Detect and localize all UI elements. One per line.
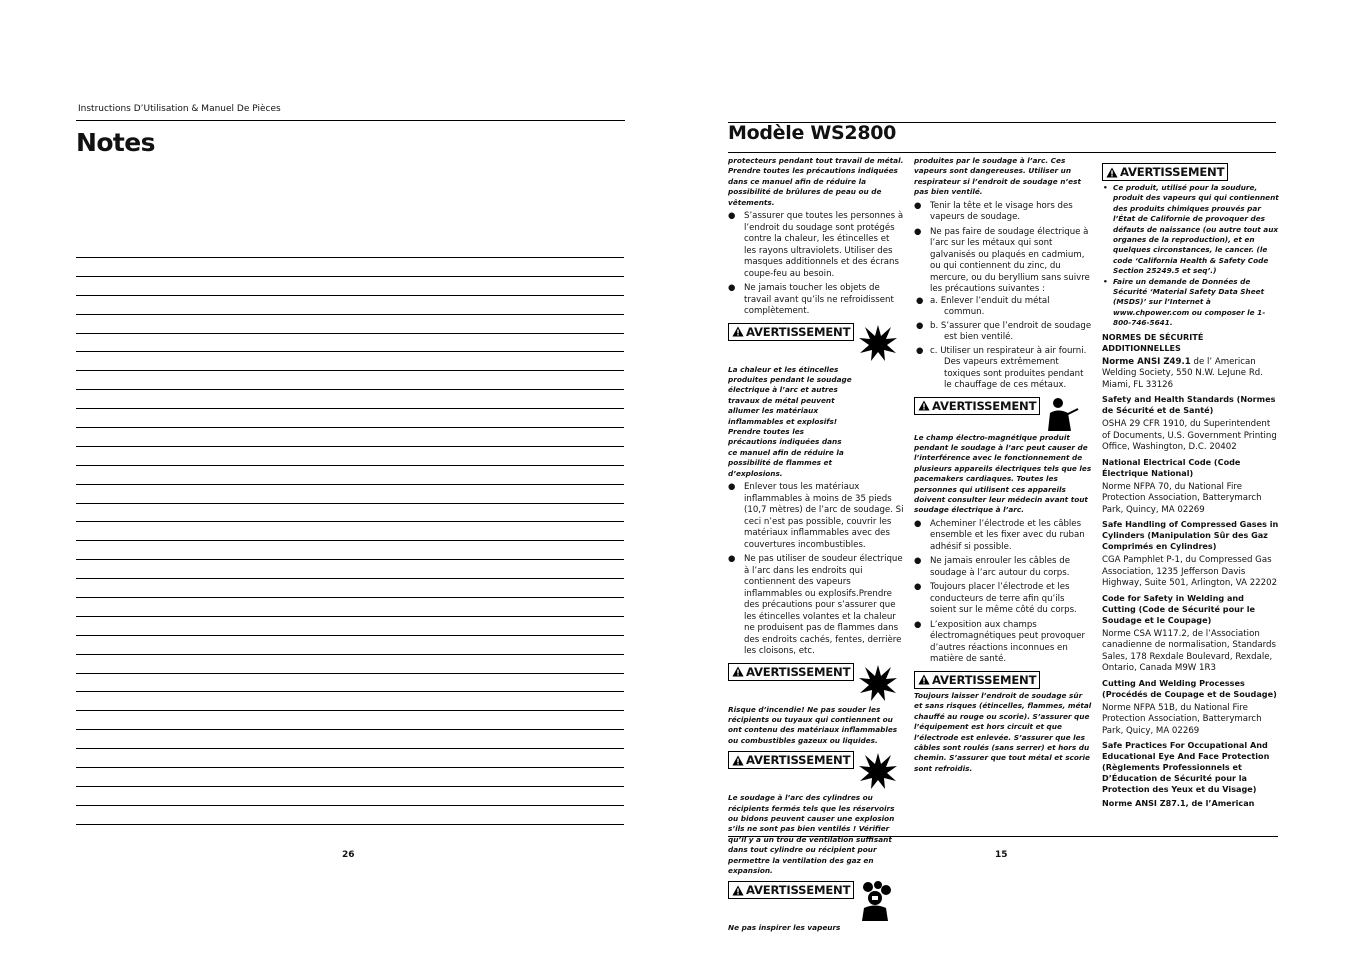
sub-item: ● c. Utiliser un respirateur à air fourni. Des vapeurs extrêmement toxiques sont produites pendant le chauffage de ces métaux. [930,346,1092,392]
warning-bullet: • Faire un demande de Données de Sécurité ‘Material Safety Data Sheet (MSDS)’ sur l’Internet à www.chpower.com ou composer le 1-800-746-5641. [1102,277,1279,329]
writing-line [76,729,624,748]
warning-block [728,881,904,921]
bullet-item: ● Ne jamais enrouler les câbles de soudage à l’arc autour du corps. [914,556,1092,579]
standard-heading: National Electrical Code (Code Électrique National) [1102,456,1241,478]
writing-line [76,314,624,333]
warning-badge: AVERTISSEMENT [914,671,1040,689]
header-rule [76,120,625,121]
warning-badge: AVERTISSEMENT [728,663,854,681]
warning-text: Le soudage à l’arc des cylindres ou récipients fermés tels que les réservoirs ou bidons peuvent causer une explosion s’ils ne sont pas bien ventilés ! Vérifier qu’il y a un trou de ventilation suffisant dans tout cylindre ou récipient pour permettre la ventilation des gaz en expansion. [728,793,895,875]
writing-line [76,767,624,786]
fire-explosion-icon [858,751,898,791]
warning-text: Ne pas inspirer les vapeurs [728,923,841,933]
writing-line [76,257,624,276]
bullet-item: ● Toujours placer l’électrode et les conducteurs de terre afin qu’ils soient sur le même côté du corps. [914,582,1092,617]
writing-line [76,748,624,767]
column-c [1102,156,1279,812]
writing-line [76,408,624,427]
title-bottom-rule [728,152,1276,153]
writing-line [76,465,624,484]
standard-body: CGA Pamphlet P-1, du Compressed Gas Association, 1235 Jefferson Davis Highway, Suite 501, Arlington, VA 22202 [1102,555,1278,589]
writing-line [76,559,624,578]
warning-triangle-icon [732,885,744,896]
bullet-item: ● Ne pas faire de soudage électrique à l’arc sur les métaux qui sont galvanisés ou plaqués en cadmium, ou qui contiennent du zinc, du mercure, ou du beryllium sans suivre les précautions suivantes : ● a. Enlever l’enduit du métal commun. ● b. S’assurer que l’endroit de soudage est bien ventilé. ● c. Utiliser un respirateur à air fourni. Des vapeurs extrêmement toxiques sont produites pendant le chauffage de ces métaux. [914,227,1092,392]
writing-line [76,786,624,805]
writing-line [76,503,624,522]
standard-heading: Safe Practices For Occupational And Educational Eye And Face Protection (Règlements Professionnels et D’Éducation de Sécurité pour la Protection des Yeux et du Visage) [1102,740,1270,795]
col-b-bullets-1 [914,201,1092,392]
standard-heading: Code for Safety in Welding and Cutting (Code de Sécurité pour le Soudage et le Coupage) [1102,592,1255,625]
col-a-bullets-1 [728,211,904,318]
writing-line [76,673,624,692]
writing-line [76,578,624,597]
column-a [728,156,904,937]
fume-inhalation-icon [858,881,894,921]
running-header: Instructions D’Utilisation & Manuel De Pièces [78,104,281,114]
warning-triangle-icon [918,674,930,685]
writing-line [76,446,624,465]
warning-text: La chaleur et les étincelles produites pendant le soudage électrique à l’arc et autres travaux de métal peuvent allumer les matériaux inflammables et explosifs! Prendre toutes les précautions indiquées dans ce manuel afin de réduire la possibilité de flammes et d’explosions. [728,364,852,478]
writing-line [76,710,624,729]
right-page [676,0,1351,954]
standard-heading: Safety and Health Standards (Normes de Sécurité et de Santé) [1102,394,1276,416]
standard-heading: Cutting And Welding Processes (Procédés de Coupage et de Soudage) [1102,677,1277,699]
col-b-intro: produites par le soudage à l’arc. Ces vapeurs sont dangereuses. Utiliser un respirateur si l’endroit de soudage n’est pas bien ventilé. [914,156,1081,197]
warning-text: Risque d’incendie! Ne pas souder les récipients ou tuyaux qui contiennent ou ont contenu des matériaux inflammables ou combustibles gazeux ou liquides. [728,704,898,745]
standards-heading: NORMES DE SÉCURITÉ ADDITIONNELLES [1102,331,1204,353]
standard-body: Norme NFPA 51B, du National Fire Protection Association, Batterymarch Park, Quicy, MA 02269 [1102,702,1262,736]
notes-title: Notes [76,128,155,157]
writing-line [76,295,624,314]
page-number-right: 15 [995,850,1008,860]
bullet-item: ● S’assurer que toutes les personnes à l’endroit du soudage sont protégés contre la chaleur, les étincelles et les rayons ultraviolets. Utiliser des masques additionnels et des écrans coupe-feu au besoin. [728,211,904,280]
col-b-bullets-2 [914,519,1092,666]
writing-line [76,540,624,559]
pacemaker-person-icon [1044,397,1080,431]
bullet-item: ● Ne jamais toucher les objets de travail avant qu’ils ne refroidissent complètement. [728,283,904,318]
warning-triangle-icon [918,400,930,411]
writing-line [76,805,624,824]
writing-line [76,389,624,408]
model-title: Modèle WS2800 [728,122,897,144]
page-number-left: 26 [342,850,355,860]
column-b [914,156,1092,777]
bullet-item: ● Acheminer l’électrode et les câbles ensemble et les fixer avec du ruban adhésif si possible. [914,519,1092,554]
col-a-intro: protecteurs pendant tout travail de métal. Prendre toutes les précautions indiquées dans ce manuel afin de réduire la possibilité de brûlures de peau ou de vêtements. [728,156,904,207]
writing-line [76,276,624,295]
writing-line [76,654,624,673]
standard-heading: Safe Handling of Compressed Gases in Cylinders (Manipulation Sûr des Gaz Comprimés en Cylindres) [1102,519,1279,552]
bullet-item: ● Enlever tous les matériaux inflammables à moins de 35 pieds (10,7 mètres) de l’arc de soudage. Si ceci n’est pas possible, couvrir les matériaux inflammables avec des couvertures incombustibles. [728,482,904,551]
warning-badge: AVERTISSEMENT [1102,163,1228,181]
warning-triangle-icon [732,326,744,337]
sub-item: ● a. Enlever l’enduit du métal commun. [930,296,1092,319]
california-warning-list [1102,183,1279,329]
fire-explosion-icon [858,323,898,363]
warning-triangle-icon [732,666,744,677]
writing-line [76,635,624,654]
standard-body: OSHA 29 CFR 1910, du Superintendent of Documents, U.S. Government Printing Office, Washington, D.C. 20402 [1102,419,1277,453]
warning-block [914,397,1092,431]
warning-block [728,663,904,703]
writing-lines [76,257,624,843]
footer-rule [728,836,1278,837]
standard-body: Norme CSA W117.2, de l’Association canadienne de normalisation, Standards Sales, 178 Rexdale Boulevard, Rexdale, Ontario, Canada M9W 1R3 [1102,628,1276,674]
sub-list [930,296,1092,392]
warning-block [728,323,904,363]
writing-line [76,824,624,843]
writing-line [76,484,624,503]
warning-triangle-icon [1106,167,1118,178]
warning-badge: AVERTISSEMENT [728,323,854,341]
writing-line [76,691,624,710]
warning-badge: AVERTISSEMENT [728,751,854,769]
warning-block [1102,163,1279,181]
warning-block [914,671,1092,689]
bullet-item: ● Tenir la tête et le visage hors des vapeurs de soudage. [914,201,1092,224]
standard-body: Norme NFPA 70, du National Fire Protection Association, Batterymarch Park, Quincy, MA 02269 [1102,481,1262,515]
writing-line [76,597,624,616]
warning-text: Toujours laisser l’endroit de soudage sûr et sans risques (étincelles, flammes, métal chauffé au rouge ou scorie). S’assurer que l’équipement est hors circuit et que l’électrode est enlevée. S’assurer que les câbles sont roulés (sans serrer) et hors du chemin. S’assurer que tout métal et scorie sont refroidis. [914,690,1092,773]
writing-line [76,333,624,352]
writing-line [76,370,624,389]
warning-triangle-icon [732,755,744,766]
warning-text: Le champ électro-magnétique produit pendant le soudage à l’arc peut causer de l’interférence avec le fonctionnement de plusieurs appareils électriques tels que les pacemakers cardiaques. Toutes les personnes qui utilisent ces appareils doivent consulter leur médecin avant tout soudage électrique à l’arc. [914,432,1092,515]
standard-final-line: Norme ANSI Z87.1, de l’American [1102,798,1255,809]
col-a-bullets-2 [728,482,904,658]
writing-line [76,427,624,446]
bullet-item: ● L’exposition aux champs électromagnétiques peut provoquer d’autres réactions inconnues en matière de santé. [914,620,1092,666]
warning-bullet: • Ce produit, utilisé pour la soudure, produit des vapeurs qui qui contiennent des produits chimiques prouvés par l’État de Californie de provoquer des défauts de naissance (ou autre tout aux organes de la reproduction), et en quelques circonstances, le cancer. (le code ‘California Health & Safety Code Section 25249.5 et seq’.) [1102,183,1279,277]
left-page [0,0,675,954]
standard-ansi-z49: Norme ANSI Z49.1 de l’ American Welding Society, 550 N.W. LeJune Rd. Miami, FL 33126 [1102,356,1263,390]
bullet-item: ● Ne pas utiliser de soudeur électrique à l’arc dans les endroits qui contiennent des vapeurs inflammables ou explosifs.Prendre des précautions pour s’assurer que les étincelles volantes et la chaleur ne produisent pas de flammes dans des endroits cachés, fentes, derrière les cloisons, etc. [728,554,904,658]
fire-explosion-icon [858,663,898,703]
warning-badge: AVERTISSEMENT [728,881,854,899]
warning-block [728,751,904,791]
sub-item: ● b. S’assurer que l’endroit de soudage est bien ventilé. [930,321,1092,344]
writing-line [76,616,624,635]
writing-line [76,351,624,370]
warning-badge: AVERTISSEMENT [914,397,1040,415]
writing-line [76,521,624,540]
